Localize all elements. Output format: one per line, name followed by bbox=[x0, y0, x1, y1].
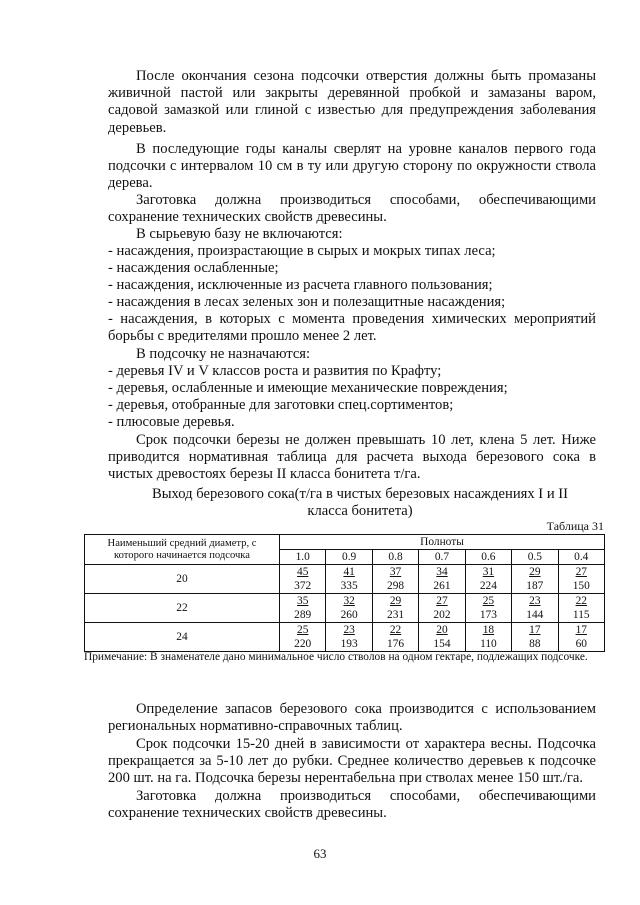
cell-numerator: 17 bbox=[575, 624, 587, 636]
cell-numerator: 35 bbox=[297, 595, 309, 607]
paragraph-channels: В последующие годы каналы сверлят на уровне каналов первого года подсочки с интервалом 10 см в ту или другую сторону по окружности ствола дерева. bbox=[108, 141, 596, 192]
table-row bbox=[85, 623, 605, 652]
value-cell bbox=[465, 623, 511, 652]
value-cell bbox=[372, 565, 418, 594]
cell-denominator: 115 bbox=[572, 609, 590, 621]
paragraph-sealing: После окончания сезона подсочки отверстия должны быть промазаны живичной пастой или закрыты деревянной пробкой и замазаны варом, садовой замазкой или глиной с известью для предупреждения заболевания деревьев. bbox=[108, 68, 596, 136]
raw-base-item: - насаждения ослабленные; bbox=[108, 260, 279, 276]
tapping-intro: В подсочку не назначаются: bbox=[136, 346, 311, 362]
cell-denominator: 88 bbox=[529, 638, 541, 650]
diameter-cell: 20 bbox=[85, 565, 280, 594]
value-cell bbox=[280, 565, 326, 594]
paragraph-stocks: Определение запасов березового сока производится с использованием региональных нормативно-справочных таблиц. bbox=[108, 701, 596, 735]
density-group-header: Полноты bbox=[280, 535, 605, 550]
table-row bbox=[85, 594, 605, 623]
cell-denominator: 154 bbox=[433, 638, 451, 650]
table-note: Примечание: В знаменателе дано минимальное число стволов на одном гектаре, подлежащих подсочке. bbox=[84, 651, 588, 663]
density-header: 0.6 bbox=[465, 550, 511, 565]
paragraph-harvesting: Заготовка должна производиться способами, обеспечивающими сохранение технических свойств древесины. bbox=[108, 192, 596, 226]
cell-numerator: 25 bbox=[482, 595, 495, 607]
cell-numerator: 20 bbox=[436, 624, 448, 636]
value-cell bbox=[280, 594, 326, 623]
value-cell bbox=[512, 565, 558, 594]
cell-denominator: 220 bbox=[294, 638, 312, 650]
density-header: 0.5 bbox=[512, 550, 558, 565]
value-cell bbox=[372, 594, 418, 623]
cell-denominator: 150 bbox=[572, 580, 590, 592]
table-title: Выход березового сока(т/га в чистых березовых насаждениях I и II класса бонитета) bbox=[152, 486, 568, 520]
cell-denominator: 261 bbox=[433, 580, 451, 592]
cell-denominator: 193 bbox=[340, 638, 358, 650]
cell-numerator: 37 bbox=[389, 566, 402, 578]
cell-denominator: 289 bbox=[294, 609, 312, 621]
cell-denominator: 60 bbox=[575, 638, 587, 650]
cell-numerator: 17 bbox=[529, 624, 541, 636]
table-label: Таблица 31 bbox=[546, 519, 604, 533]
cell-denominator: 187 bbox=[526, 580, 544, 592]
value-cell bbox=[280, 623, 326, 652]
value-cell bbox=[465, 594, 511, 623]
density-header: 0.4 bbox=[558, 550, 604, 565]
cell-numerator: 32 bbox=[343, 595, 355, 607]
cell-numerator: 45 bbox=[297, 566, 309, 578]
value-cell bbox=[419, 565, 465, 594]
value-cell bbox=[419, 594, 465, 623]
cell-numerator: 18 bbox=[482, 624, 495, 636]
cell-denominator: 335 bbox=[340, 580, 358, 592]
birch-sap-table bbox=[84, 534, 605, 652]
cell-denominator: 173 bbox=[479, 609, 497, 621]
value-cell bbox=[512, 594, 558, 623]
diameter-cell: 24 bbox=[85, 623, 280, 652]
tapping-item: - деревья IV и V классов роста и развития по Крафту; bbox=[108, 363, 442, 379]
density-header: 0.8 bbox=[372, 550, 418, 565]
value-cell bbox=[512, 623, 558, 652]
cell-numerator: 27 bbox=[575, 566, 587, 578]
table-row bbox=[85, 565, 605, 594]
cell-numerator: 31 bbox=[482, 566, 495, 578]
cell-numerator: 22 bbox=[389, 624, 402, 636]
raw-base-item: - насаждения, исключенные из расчета главного пользования; bbox=[108, 277, 493, 293]
cell-numerator: 27 bbox=[436, 595, 448, 607]
cell-denominator: 260 bbox=[340, 609, 358, 621]
cell-numerator: 23 bbox=[529, 595, 541, 607]
tapping-item: - деревья, ослабленные и имеющие механические повреждения; bbox=[108, 380, 508, 396]
diameter-cell: 22 bbox=[85, 594, 280, 623]
paragraph-period: Срок подсочки 15-20 дней в зависимости от характера весны. Подсочка прекращается за 5-10 лет до рубки. Среднее количество деревьев к подсочке 200 шт. на га. Подсочка березы нерентабельна при стволах менее 150 шт./га. bbox=[108, 736, 596, 787]
value-cell bbox=[419, 623, 465, 652]
cell-denominator: 202 bbox=[433, 609, 451, 621]
cell-denominator: 298 bbox=[387, 580, 405, 592]
tapping-item: - плюсовые деревья. bbox=[108, 414, 235, 430]
value-cell bbox=[558, 623, 604, 652]
raw-base-item: - насаждения, в которых с момента проведения химических мероприятий борьбы с вредителями прошло менее 2 лет. bbox=[108, 311, 596, 345]
cell-numerator: 29 bbox=[389, 595, 402, 607]
raw-base-item: - насаждения, произрастающие в сырых и мокрых типах леса; bbox=[108, 243, 496, 259]
value-cell bbox=[372, 623, 418, 652]
value-cell bbox=[465, 565, 511, 594]
cell-numerator: 23 bbox=[343, 624, 355, 636]
paragraph-term: Срок подсочки березы не должен превышать 10 лет, клена 5 лет. Ниже приводится нормативная таблица для расчета выхода березового сока в чистых древостоях березы II класса бонитета т/га. bbox=[108, 432, 596, 483]
diameter-header: Наименьший средний диаметр, с которого начинается подсочка bbox=[85, 535, 280, 565]
cell-numerator: 29 bbox=[529, 566, 541, 578]
cell-denominator: 144 bbox=[526, 609, 544, 621]
cell-denominator: 110 bbox=[480, 638, 497, 650]
cell-denominator: 372 bbox=[294, 580, 312, 592]
cell-numerator: 25 bbox=[297, 624, 309, 636]
cell-denominator: 231 bbox=[387, 609, 405, 621]
raw-base-intro: В сырьевую базу не включаются: bbox=[136, 226, 343, 242]
value-cell bbox=[326, 594, 372, 623]
density-header: 0.7 bbox=[419, 550, 465, 565]
cell-denominator: 224 bbox=[479, 580, 497, 592]
density-header: 1.0 bbox=[280, 550, 326, 565]
cell-numerator: 22 bbox=[575, 595, 587, 607]
tapping-item: - деревья, отобранные для заготовки спец.сортиментов; bbox=[108, 397, 454, 413]
value-cell bbox=[558, 594, 604, 623]
cell-denominator: 176 bbox=[387, 638, 405, 650]
cell-numerator: 41 bbox=[343, 566, 355, 578]
density-header: 0.9 bbox=[326, 550, 372, 565]
cell-numerator: 34 bbox=[436, 566, 448, 578]
value-cell bbox=[558, 565, 604, 594]
value-cell bbox=[326, 623, 372, 652]
raw-base-item: - насаждения в лесах зеленых зон и полезащитные насаждения; bbox=[108, 294, 506, 310]
paragraph-harvesting-2: Заготовка должна производиться способами, обеспечивающими сохранение технических свойств древесины. bbox=[108, 788, 596, 822]
value-cell bbox=[326, 565, 372, 594]
page-number: 63 bbox=[313, 846, 327, 861]
